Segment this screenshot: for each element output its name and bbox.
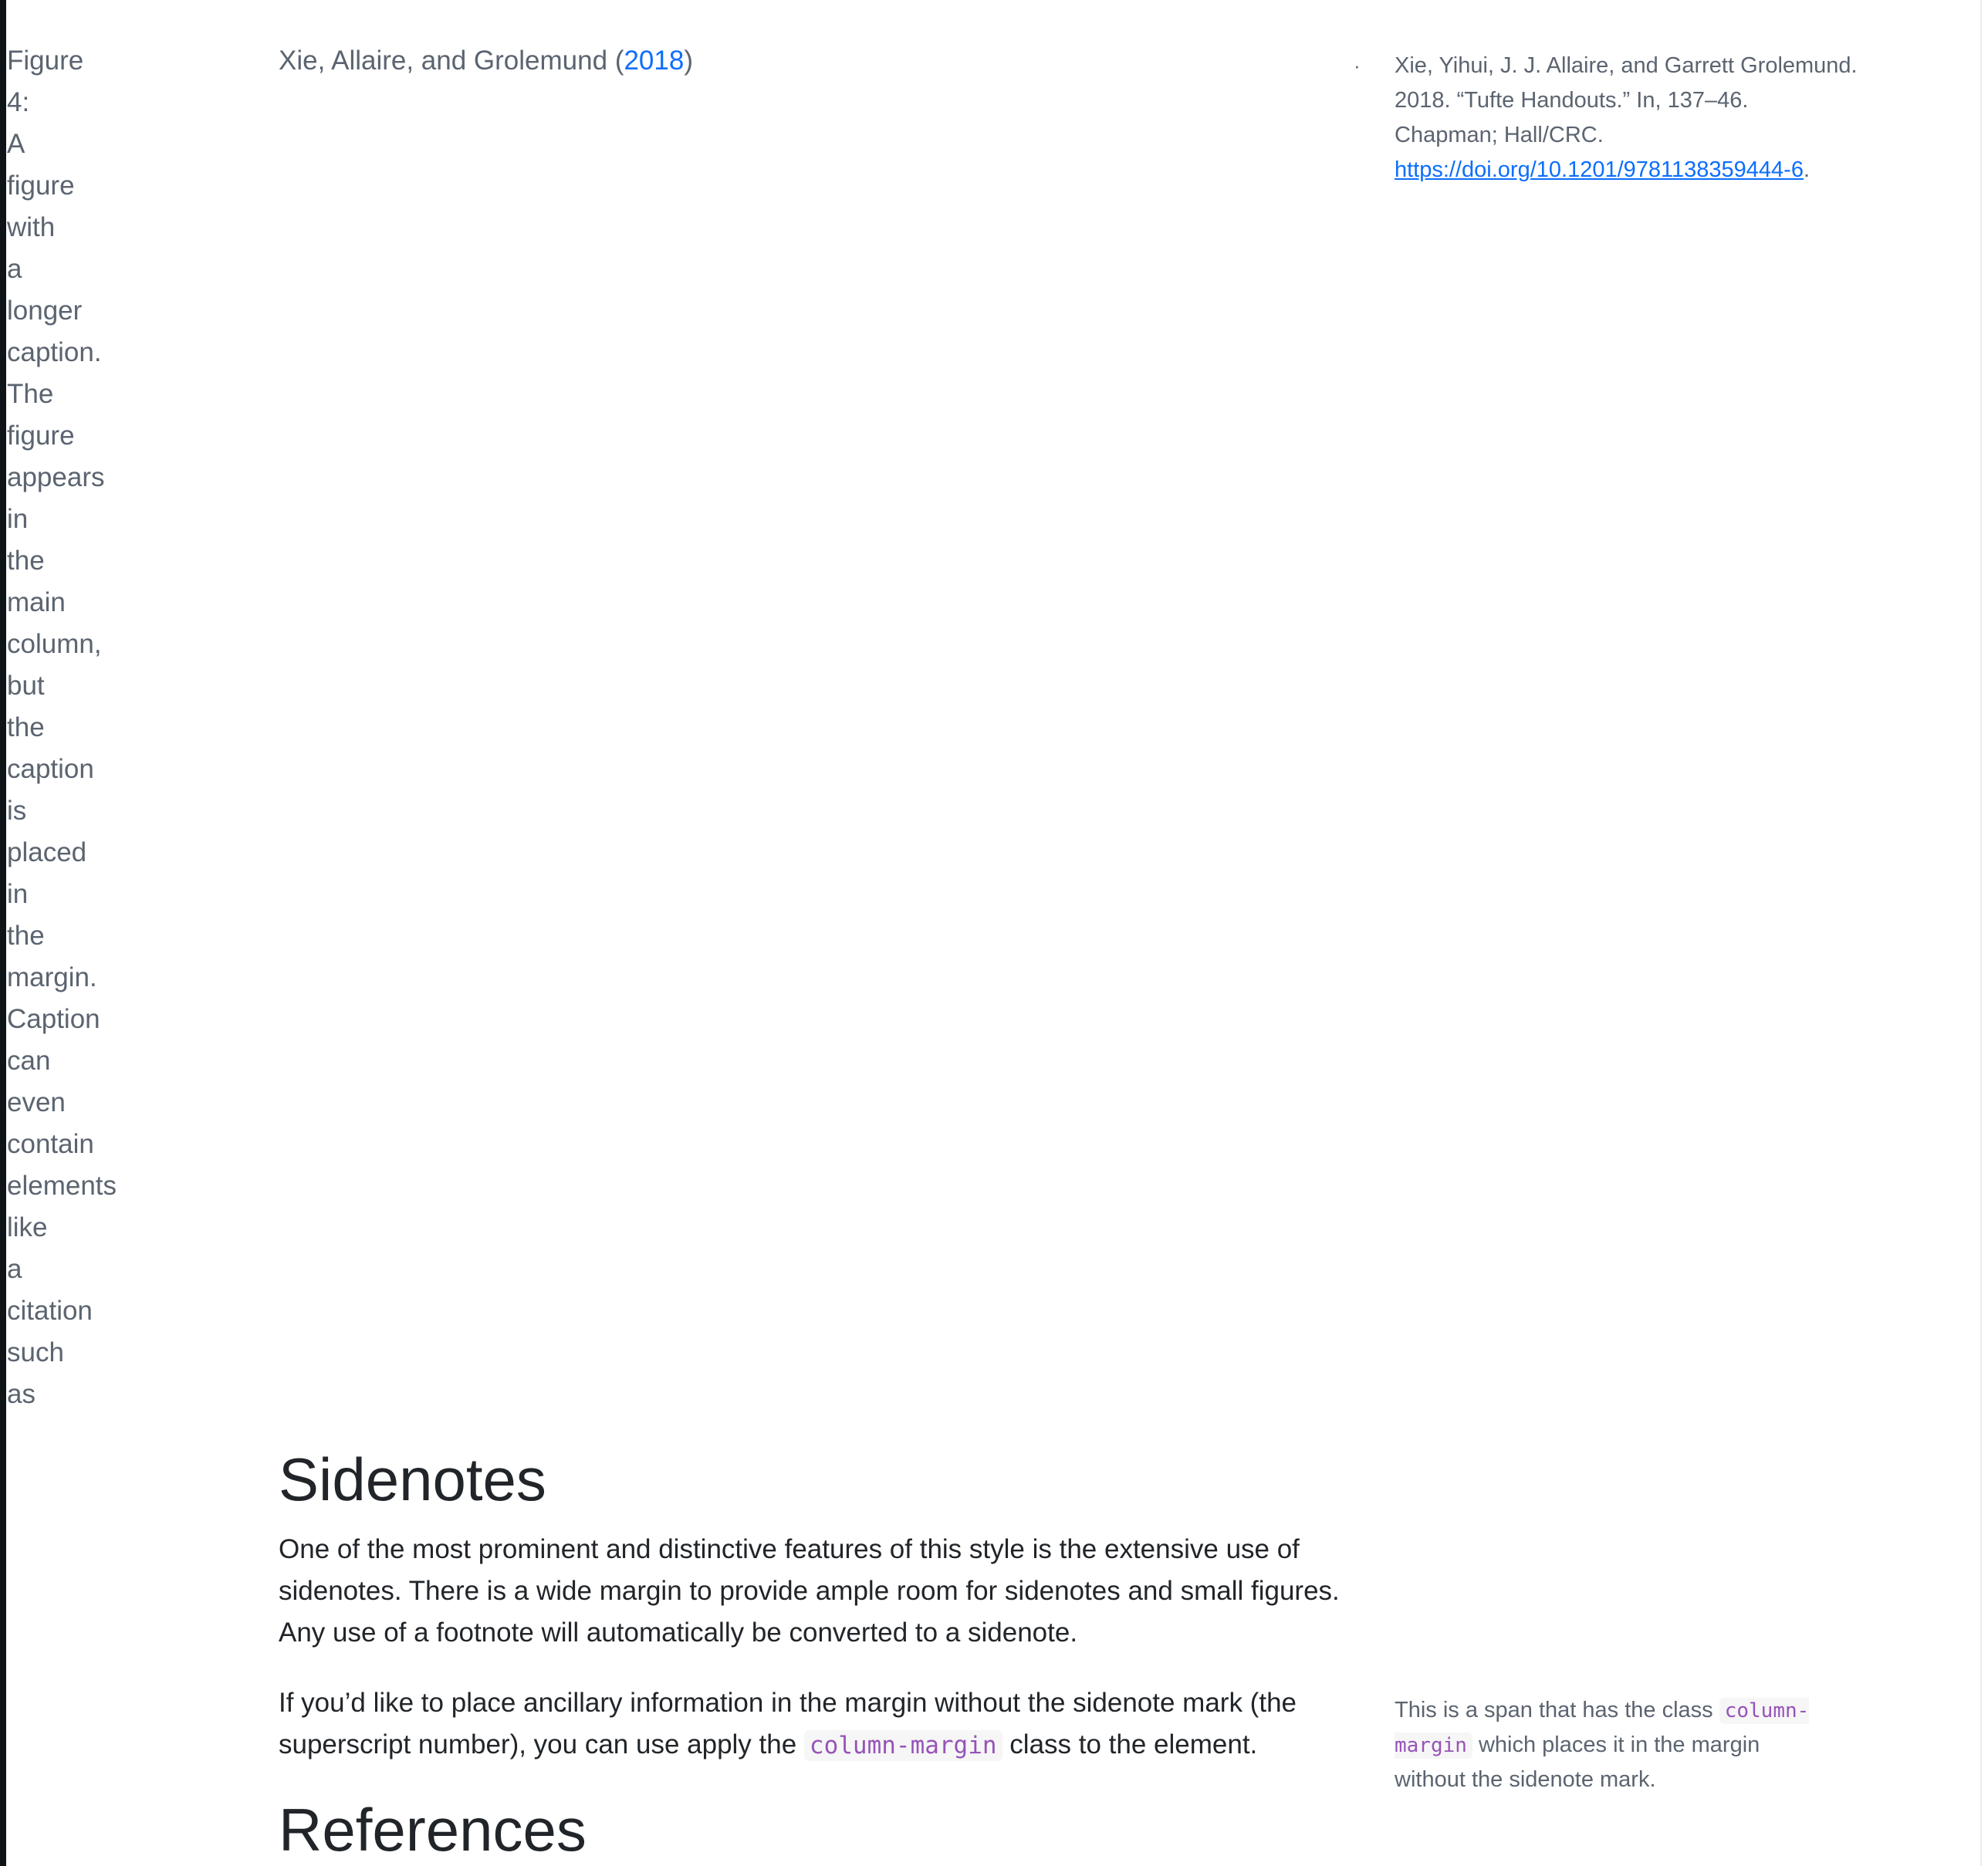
inline-code: column-margin: [804, 1730, 1002, 1761]
scrollbar-track[interactable]: [1980, 0, 1982, 1866]
citation-close-paren: ): [684, 46, 693, 76]
citation-authors: Xie, Allaire, and Grolemund: [279, 46, 608, 76]
citation-year-link[interactable]: 2018: [624, 46, 685, 76]
margin-note-text: This is a span that has the class: [1395, 1698, 1719, 1722]
sidenotes-heading: Sidenotes: [279, 1445, 546, 1513]
figure-citation: [279, 40, 693, 82]
paragraph-text: class to the element.: [1002, 1729, 1258, 1760]
paragraph-text: If you’d like to place ancillary information in the margin without the sidenote mark (the superscript number), you can use apply the: [279, 1688, 1297, 1760]
reference-text: Xie, Yihui, J. J. Allaire, and Garrett Grolemund. 2018. “Tufte Handouts.” In, 137–46. Chapman; Hall/CRC.: [1395, 53, 1858, 147]
references-heading: References: [279, 1796, 587, 1864]
margin-note: [1395, 1693, 1827, 1797]
doi-link[interactable]: https://doi.org/10.1201/9781138359444-6: [1395, 157, 1804, 182]
citation-open-paren: (: [614, 46, 624, 76]
figure-caption: Figure 4: A figure with a longer caption. The figure appears in the main column, but the caption is placed in the margin. Caption can even contain elements like a citation such as: [7, 46, 117, 1409]
bullet-icon: ·: [1354, 54, 1361, 77]
inline-code: column-margin: [1395, 1699, 1810, 1757]
sidenotes-paragraph-1: One of the most prominent and distinctive features of this style is the extensive use of sidenotes. There is a wide margin to provide ample room for sidenotes and small figures. Any use of a footnote will automatically be converted to a sidenote.: [279, 1534, 1340, 1648]
reference-sidenote: [1395, 49, 1858, 188]
sidenotes-paragraph-2: [279, 1682, 1351, 1766]
reference-period: .: [1803, 157, 1810, 182]
margin-note-text: which places it in the margin without the sidenote mark.: [1395, 1732, 1760, 1792]
